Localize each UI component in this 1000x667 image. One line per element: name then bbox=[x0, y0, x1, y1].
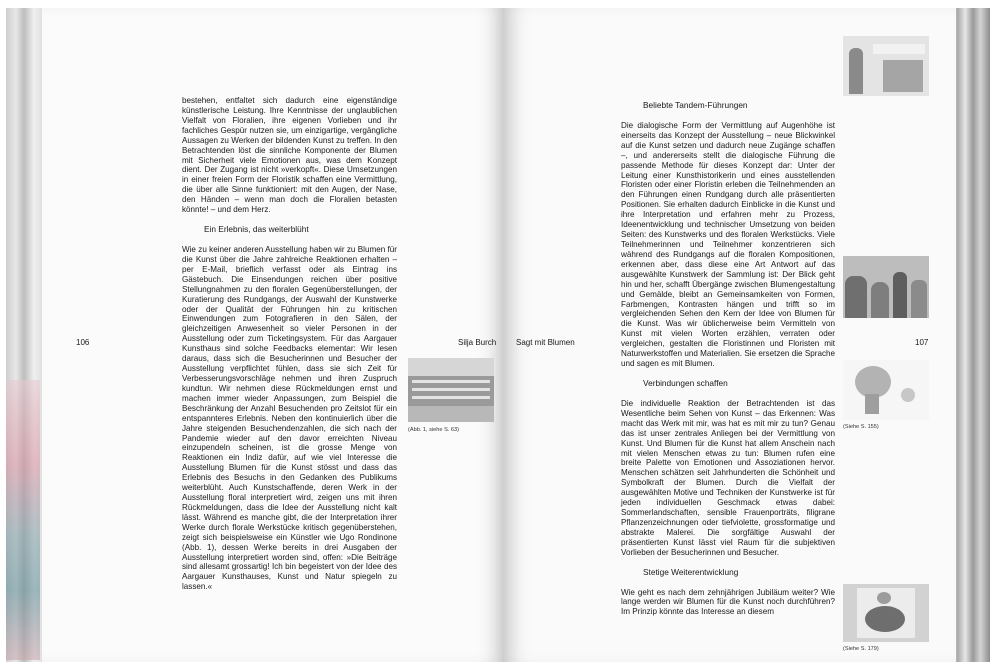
right-paragraph-2: Die individuelle Reaktion der Betrachtenden ist das Wesentliche beim Sehen von Kunst – das Erkennen: Was macht das Werk mit mir, was hat es mit mir zu tun? Genau das ist unser zentrales Anliegen bei der Vermittlung von Kunst. Und Blumen für die Kunst hat allem Anschein nach mit vielen Menschen etwas zu tun: Blumen rufen eine breite Palette von Emotionen und Assoziationen hervor. Menschen schätzen seit Jahrhunderten die Schönheit und Symbolkraft der Blumen. Durch die Vielfalt der ausgewählten Motive und Techniken der Kunstwerke ist für jeden individuellen Geschmack etwas dabei: Sommerlandschaften, sensible Frauenporträts, filigrane Pflanzenzeichnungen oder tiefviolette, grossformatige und abstrakte Malerei. Die sorgfältige Auswahl der präsentierten Kunst lässt viel Raum für die subjektiven Vorlieben der Besucherinnen und Besucher. bbox=[621, 398, 835, 557]
running-head-left: Silja Burch bbox=[458, 338, 497, 347]
right-paragraph-1: Die dialogische Form der Vermittlung auf Augenhöhe ist einerseits das Konzept der Ausstellung – neue Blickwinkel auf die Kunst setzen und dadurch neue Zugänge schaffen –, und andererseits stellt die dialogische Führung die passende Methode für dieses Konzept dar: Unter der Leitung einer Kunsthistorikerin und eines ausstellenden Floristen oder einer Floristin erleben die Teilnehmenden an den Führungen einen Rundgang durch alle präsentierten Positionen. Sie erhalten dadurch Einblicke in die Kunst und ihre Interpretation und erfahren mehr zu Prozess, Ideenentwicklung und technischer Umsetzung von beiden Seiten: des Kunstwerks und des floralen Werkstücks. Viele Teilnehmerinnen und Teilnehmer konzentrieren sich während des Rundgangs auf die floralen Kompositionen, erkennen aber, dass diese eine Art Antwort auf das ausgewählte Kunstwerk der Sammlung ist: Der Blick geht hin und her, schafft Übergänge zwischen Blumengestaltung und Gemälde, bleibt an Gemeinsamkeiten von Formen, Farbmengen, Kontrasten hängen und trifft so im vergleichenden Sehen den Kern der Idee von Blumen für die Kunst. Was wir üblicherweise beim Vermitteln von Kunst mit vielen Worten erzählen, verraten oder vergleichen, gestalten die Floristinnen und Floristen mit Naturwerkstoffen und Materialien. Sie ersetzen die Sprache und sagen es mit Blumen. bbox=[621, 120, 835, 369]
left-photo-caption: (Abb. 1, siehe S. 63) bbox=[408, 427, 459, 433]
running-head-right: Sagt mit Blumen bbox=[516, 338, 575, 347]
right-photo-caption-2: (Siehe S. 179) bbox=[843, 646, 879, 652]
right-page-stack bbox=[952, 8, 990, 662]
right-photo-caption-1: (Siehe S. 155) bbox=[843, 424, 879, 430]
left-paragraph-1: bestehen, entfaltet sich dadurch eine eigenständige künstlerische Leistung. Ihre Kenntnisse der unglaublichen Vielfalt von Floralien, ihre eigenen Vorlieben und ihr fachliches Gespür nutzen sie, um einzigartige, vergängliche Aussagen zu Werken der bildenden Kunst zu treffen. In den Betrachtenden löst die sinnliche Komponente der Blumen mit Sicherheit viele Emotionen aus, was dem Konzept dient. Der Zugang ist nicht »verkopft«. Diese Umsetzungen in einer freien Form der Floristik schaffen eine Vermittlung, die über alle Sinne funktioniert: mit den Augen, der Nase, den Händen – wenn man doch die Floralien betasten könnte! – und dem Herz. bbox=[182, 96, 397, 215]
right-text-column bbox=[621, 101, 835, 627]
audience-photo bbox=[843, 256, 929, 318]
page-number-left: 106 bbox=[76, 338, 90, 347]
flower-edge-print bbox=[6, 380, 40, 660]
left-subheading: Ein Erlebnis, das weiterblüht bbox=[204, 224, 309, 235]
leaf-artwork-photo bbox=[843, 584, 929, 642]
right-page bbox=[504, 8, 956, 662]
left-text-column bbox=[182, 96, 397, 602]
right-subheading-2: Verbindungen schaffen bbox=[643, 377, 728, 388]
left-page bbox=[42, 8, 504, 662]
flower-arrangement-photo bbox=[843, 360, 929, 420]
left-paragraph-2: Wie zu keiner anderen Ausstellung haben wir zu Blumen für die Kunst über die Jahre zahlreiche Reaktionen erhalten – per E-Mail, brieflich verfasst oder als Eintrag ins Gästebuch. Die Einsendungen reichen über positive Stellungnahmen zu den floralen Gegenüberstellungen, der Kuratierung des Rundgangs, der Auswahl der Kunstwerke oder der Qualität der Führungen hin zu kritischen Einwendungen zum Fotografieren in den Sälen, der gleichzeitigen Anwesenheit so vieler Personen in der Ausstellung oder zum Ticketingsystem. Für das Aargauer Kunsthaus sind solche Feedbacks elementar: Wir lesen daraus, dass sich die Besucherinnen und Besucher der Ausstellung verpflichtet fühlen, dass sie sich Zeit für Verbesserungsvorschläge nehmen und ihren Zuspruch kundtun. Wir nehmen diese Rückmeldungen ernst und machen immer wieder Anpassungen, zum Beispiel die Beschränkung der Anzahl Besuchenden pro Zeitslot für ein entspannteres Erlebnis. Neben den kontinuierlich über die Jahre steigenden Besuchendenzahlen, die sich nach der Pandemie wieder auf den davor erreichten Niveau einzupendeln scheinen, ist die grosse Menge von Reaktionen ein Indiz dafür, auf wie viel Interesse die Ausstellung Blumen für die Kunst stösst und dass das Erlebnis des Besuchs in den Gedanken des Publikums weiterblüht. Auch Kunstschaffende, deren Werk in der Ausstellung floral interpretiert wird, zeigen uns mit ihren Rückmeldungen, dass die Idee der Ausstellung nicht kalt lässt. Während es manche gibt, die der Interpretation ihrer Werke durch florale Werkstücke kritisch gegenüberstehen, zeigt sich beispielsweise ein Künstler wie Ugo Rondinone (Abb. 1), dessen Werke bereits in drei Ausgaben der Ausstellung interpretiert worden sind, offen: »Die Beiträge sind allesamt grossartig! Ich bin begeistert von der Idee des Aargauer Kunsthauses, Kunst und Natur spiegeln zu lassen.« bbox=[182, 244, 397, 592]
right-subheading-1: Beliebte Tandem-Führungen bbox=[643, 100, 748, 110]
gallery-tour-photo bbox=[843, 36, 929, 96]
right-subheading-3: Stetige Weiterentwicklung bbox=[643, 566, 739, 577]
right-paragraph-3: Wie geht es nach dem zehnjährigen Jubiläum weiter? Wie lange werden wir Blumen für die Kunst noch durchführen? Im Prinzip könnte das Interesse an diesem bbox=[621, 587, 835, 617]
page-number-right: 107 bbox=[915, 338, 929, 347]
building-photo bbox=[408, 358, 494, 422]
